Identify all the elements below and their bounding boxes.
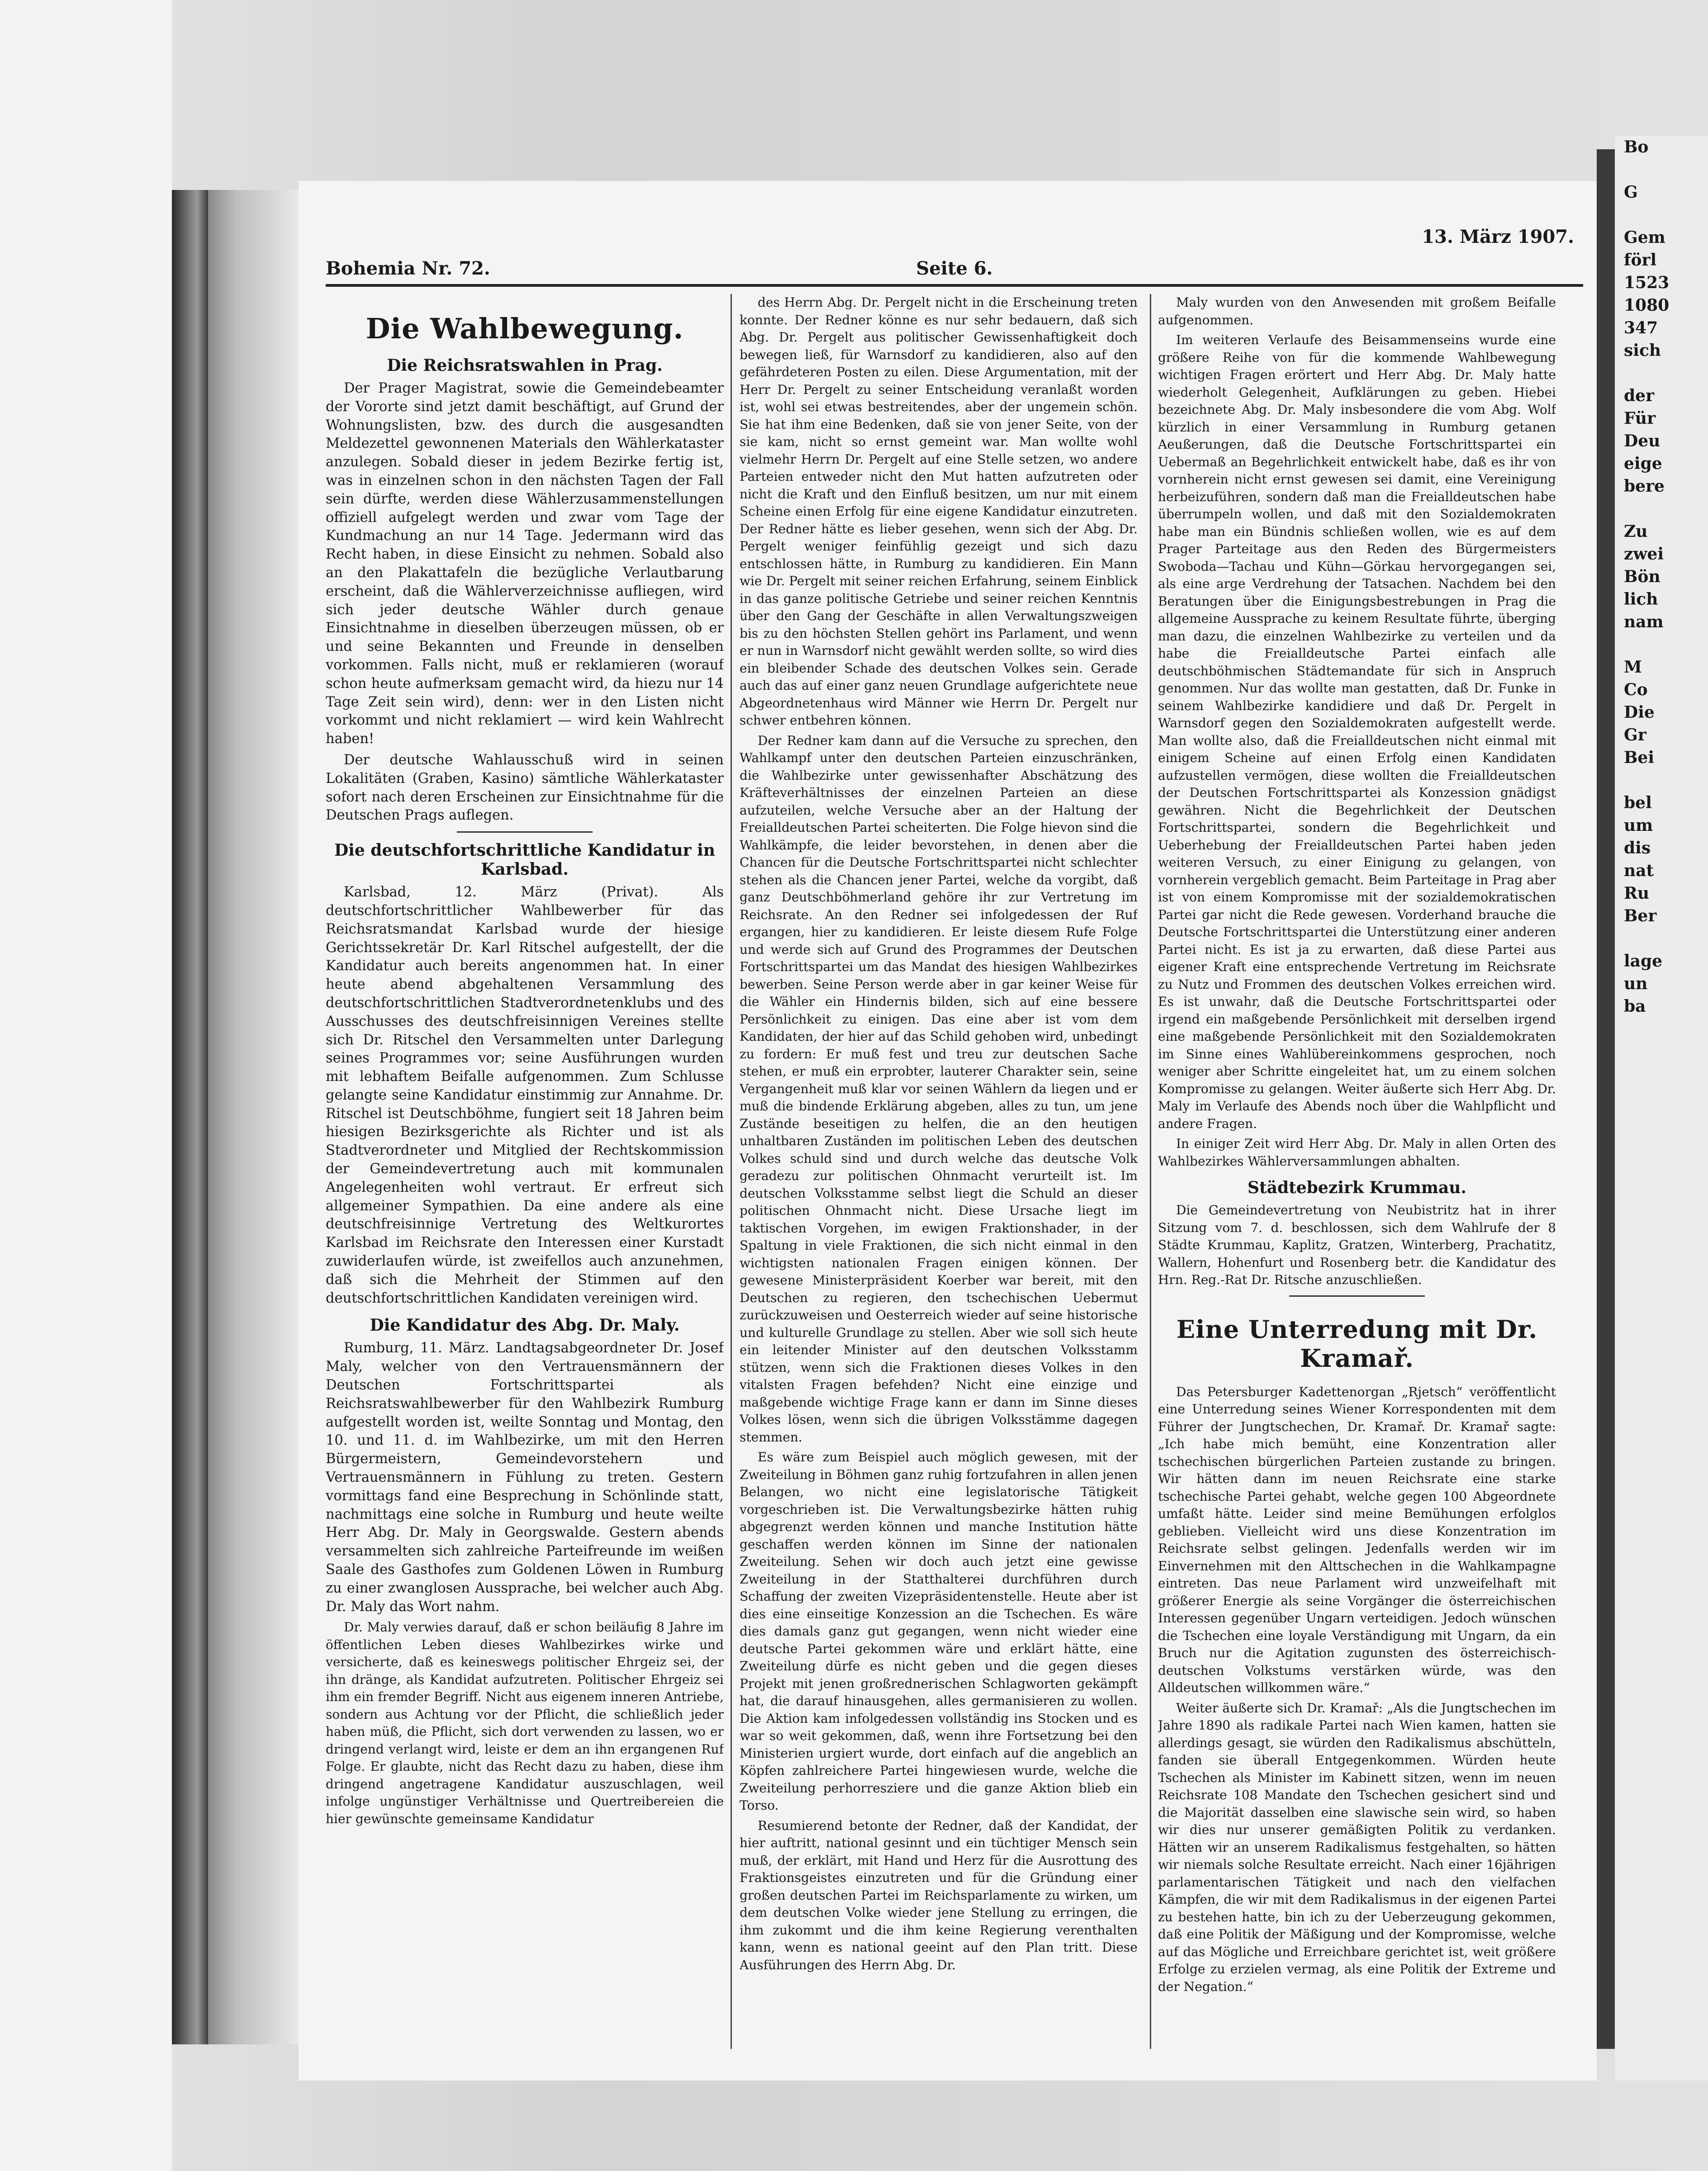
column-3 xyxy=(1158,294,1556,2049)
adjacent-page-line: um xyxy=(1624,816,1653,835)
adjacent-page-line: Co xyxy=(1624,680,1648,699)
paragraph: Dr. Maly verwies darauf, daß er schon beiläufig 8 Jahre im öffentlichen Leben dieses Wahlbezirkes wirke und versicherte, daß es keineswegs politischer Ehrgeiz sei, der ihn dränge, als Kandidat aufzutreten. Politischer Ehrgeiz sei ihm ein fremder Begriff. Nicht aus eigenem inneren Antriebe, sondern aus Achtung vor der Pflicht, die schließlich jeder haben müß, die Pflicht, sich dort verwenden zu lassen, wo er dringend verlangt wird, leiste er dem an ihn ergangenen Ruf Folge. Er glaubte, nicht das Recht dazu zu haben, diese ihm dringend angetragene Kandidatur auszuschlagen, weil infolge ungünstiger Verhältnisse und Quertreibereien die hier gewünschte gemeinsame Kandidatur xyxy=(326,1620,724,1826)
adjacent-page-line: eige xyxy=(1624,454,1662,473)
adjacent-page-line: lich xyxy=(1624,590,1658,609)
adjacent-page-line: zwei xyxy=(1624,545,1664,564)
adjacent-page-line xyxy=(1624,633,1708,656)
adjacent-page-text xyxy=(1615,136,1708,1018)
adjacent-page-fragment xyxy=(1615,136,1708,2081)
paragraph: Resumierend betonte der Redner, daß der Kandidat, der hier auftritt, national gesinnt und ein tüchtiger Mensch sein muß, der erklärt, mit Hand und Herz für die Ausrottung des Fraktionsgeistes einzutreten und für die Gründung einer großen deutschen Partei im Reichsparlamente zu wirken, um dem deutschen Volke wieder jene Stellung zu erringen, die ihm zukommt und die ihm keine Regierung verenthalten kann, wenn es national geeint auf den Plan tritt. Diese Ausführungen des Herrn Abg. Dr. xyxy=(740,1818,1138,1972)
adjacent-page-line xyxy=(1624,204,1708,226)
page-header xyxy=(326,226,1583,280)
paragraph: des Herrn Abg. Dr. Pergelt nicht in die Erscheinung treten konnte. Der Redner könne es nur sehr bedauern, daß sich Abg. Dr. Pergelt aus politischer Gewissenhaftigkeit doch bewegen ließ, für Warnsdorf zu kandidieren, also auf den gefährdeteren Posten zu eilen. Diese Argumentation, mit der Herr Dr. Pergelt zu seiner Entscheidung veranlaßt worden ist, wohl sei etwas bestreitendes, aber der ungemein schön. Sie hat ihm eine Bedenken, daß sie von jener Seite, von der sie kam, nicht so ernst gemeint war. Man wollte wohl vielmehr Herrn Dr. Pergelt auf eine Stelle setzen, wo andere Parteien entweder nicht den Mut hatten aufzutreten oder nicht die Kraft und den Einfluß besitzen, um nur mit einem Scheine einen Erfolg für eine eigene Kandidatur einzutreten. Der Redner hätte es lieber gesehen, wenn sich der Abg. Dr. Pergelt weniger feinfühlig gezeigt und sich dazu entschlossen hätte, in Rumburg zu kandidieren. Ein Mann wie Dr. Pergelt mit seiner reichen Erfahrung, seinem Einblick in das ganze politische Getriebe und seiner reichen Kenntnis über den Gang der Geschäfte in allen Verwaltungszweigen bis zu den höchsten Stellen gehört ins Parlament, und wenn er nun in Warnsdorf nicht gewählt werden sollte, so wird dies ein bleibender Schade des deutschen Volkes sein. Gerade auch das auf einer ganz neuen Grundlage aufgerichtete neue Abgeordnetenhaus wird Männer wie Herrn Dr. Pergelt nur schwer entbehren können. xyxy=(740,295,1138,728)
header-issue: Bohemia Nr. 72. xyxy=(326,258,490,279)
header-rule xyxy=(326,284,1583,287)
adjacent-page-line: 1523 xyxy=(1624,273,1670,292)
adjacent-page-line: nam xyxy=(1624,612,1664,631)
paragraph: Der Prager Magistrat, sowie die Gemeindebeamter der Vororte sind jetzt damit beschäftigt, auf Grund der Wohnungslisten, bzw. des durch die ausgesandten Meldezettel gewonnenen Materials den Wählerkataster anzulegen. Sobald dieser in jedem Bezirke fertig ist, was in einzelnen schon in den nächsten Tagen der Fall sein dürfte, werden diese Wählerzusammenstellungen offiziell aufgelegt werden und zwar vom Tage der Kundmachung an nur 14 Tage. Jedermann wird das Recht haben, in diese Einsicht zu nehmen. Sobald also an den Plakattafeln die bezügliche Verlautbarung erscheint, daß die Wählerverzeichnisse aufliegen, wird sich jeder deutsche Wähler durch genaue Einsichtnahme in dieselben überzeugen müssen, ob er und seine Bekannten und Freunde in denselben vorkommen. Falls nicht, muß er reklamieren (worauf schon heute aufmerksam gemacht wird, da hiezu nur 14 Tage Zeit sein wird), denn: wer in den Listen nicht vorkommt und nicht reklamiert — wird kein Wahlrecht haben! xyxy=(326,380,724,747)
adjacent-page-line: G xyxy=(1624,183,1638,202)
divider xyxy=(1289,1295,1425,1297)
paragraph: Es wäre zum Beispiel auch möglich gewesen, mit der Zweiteilung in Böhmen ganz ruhig fortzufahren in allen jenen Belangen, wo nicht eine legislatorische Tätigkeit vorgeschrieben ist. Die Verwaltungsbezirke hätten ruhig abgegrenzt werden können und manche Institution hätte geschaffen werden können im Sinne der nationalen Zweiteilung. Sehen wir doch auch jetzt eine gewisse Zweiteilung in der Statthalterei durchführen durch Schaffung der zweiten Vizepräsidentenstelle. Heute aber ist dies eine einseitige Konzession an die Tschechen. Es wäre dies damals ganz gut gegangen, wenn nicht wieder eine deutsche Partei gekommen wäre und erklärt hätte, eine Zweiteilung dürfe es nicht geben und die gegen dieses Projekt mit jenen großrednerischen Schlagworten gekämpft hat, die darauf hinausgehen, alles germanisieren zu wollen. Die Aktion kam infolgedessen vollständig ins Stocken und es war so weit gekommen, daß, wenn ihre Fortsetzung bei den Ministerien urgiert wurde, dort einfach auf die angeblich an Köpfen zahlreichere Partei hingewiesen wurde, welche die Zweiteilung perhorresziere und die ganze Aktion blieb ein Torso. xyxy=(740,1450,1138,1813)
adjacent-page-line: Gem xyxy=(1624,228,1665,247)
adjacent-page-line xyxy=(1624,927,1708,950)
adjacent-page-line: 347 xyxy=(1624,318,1658,337)
adjacent-page-line: der xyxy=(1624,386,1655,405)
adjacent-page-line: sich xyxy=(1624,341,1661,360)
adjacent-page-line: Die xyxy=(1624,703,1655,722)
book-binding xyxy=(172,190,208,2044)
paragraph: Das Petersburger Kadettenorgan „Rjetsch“ veröffentlicht eine Unterredung seines Wiener Korrespondenten mit dem Führer der Jungtschechen, Dr. Kramař. Dr. Kramař sagte: „Ich habe mich bemüht, eine Konzentration aller tschechischen bürgerlichen Parteien zustande zu bringen. Wir hätten dann im neuen Reichsrate eine starke tschechische Partei gehabt, welche gegen 100 Abgeordnete umfaßt hätte. Leider sind meine Bemühungen erfolglos geblieben. Vielleicht wird uns diese Konzentration im Reichsrate selbst gelingen. Jedenfalls werden wir im Einvernehmen mit den Alttschechen in die Wahlkampagne eintreten. Das neue Parlament wird unzweifelhaft mit größerer Energie als seine Vorgänger die österreichischen Interessen gegenüber Ungarn verteidigen. Jedoch wünschen die Tschechen eine loyale Verständigung mit Ungarn, da ein Bruch nur die Agitation zugunsten des österreichisch-deutschen Volkstums verstärken würde, was den Alldeutschen willkommen wäre.“ xyxy=(1158,1384,1556,1695)
header-page-number: Seite 6. xyxy=(916,258,993,279)
paragraph: Karlsbad, 12. März (Privat). Als deutschfortschrittlicher Wahlbewerber für das Reichsratsmandat Karlsbad wurde der hiesige Gerichtssekretär Dr. Karl Ritschel aufgestellt, der die Kandidatur auch bereits angenommen hat. In einer heute abend abgehaltenen Versammlung des deutschfortschrittlichen Stadtverordnetenklubs und des Ausschusses des deutschfreisinnigen Vereines stellte sich Dr. Ritschel den Versammelten unter Darlegung seines Programmes vor; seine Ausführungen wurden mit lebhaftem Beifalle aufgenommen. Zum Schlusse gelangte seine Kandidatur einstimmig zur Annahme. Dr. Ritschel ist Deutschböhme, fungiert seit 18 Jahren beim hiesigen Bezirksgerichte als Richter und ist als Stadtverordneter und Mitglied der Rechtskommission der Gemeindevertretung auch mit kommunalen Angelegenheiten wohl vertraut. Er erfreut sich allgemeiner Sympathien. Da eine andere als eine deutschfreisinnige Vertretung des Weltkurortes Karlsbad im Reichsrate den Interessen einer Kurstadt zuwiderlaufen würde, ist zweifellos auch anzunehmen, daß sich die Mehrheit der Stimmen auf den deutschfortschrittlichen Kandidaten vereinigen wird. xyxy=(326,884,724,1306)
paragraph: Die Gemeindevertretung von Neubistritz hat in ihrer Sitzung vom 7. d. beschlossen, sich dem Wahlrufe der 8 Städte Krummau, Kaplitz, Gratzen, Winterberg, Prachatitz, Wallern, Hohenfurt und Rosenberg betr. die Kandidatur des Hrn. Reg.-Rat Dr. Ritsche anzuschließen. xyxy=(1158,1203,1556,1287)
adjacent-page-line: Zu xyxy=(1624,522,1648,541)
adjacent-page-line: ba xyxy=(1624,997,1646,1016)
spine-shadow xyxy=(208,190,299,2044)
adjacent-page-line: Ru xyxy=(1624,884,1650,903)
column-1 xyxy=(326,294,724,2049)
adjacent-page-line: un xyxy=(1624,974,1648,993)
adjacent-page-line xyxy=(1624,498,1708,520)
paragraph: Rumburg, 11. März. Landtagsabgeordneter Dr. Josef Maly, welcher von den Vertrauensmännern der Deutschen Fortschrittspartei als Reichsratswahlbewerber für den Wahlbezirk Rumburg aufgestellt worden ist, weilte Sonntag und Montag, den 10. und 11. d. im Wahlbezirke, um mit den Herren Bürgermeistern, Gemeindevorstehern und Vertrauensmännern in Fühlung zu treten. Gestern vormittags fand eine Besprechung in Schönlinde statt, nachmittags eine solche in Rumburg und heute weilte Herr Abg. Dr. Maly in Georgswalde. Gestern abends versammelten sich zahlreiche Parteifreunde im weißen Saale des Gasthofes zum Goldenen Löwen in Rumburg zu einer zwanglosen Aussprache, bei welcher auch Abg. Dr. Maly das Wort nahm. xyxy=(326,1340,724,1615)
adjacent-page-line: Bei xyxy=(1624,748,1655,767)
paragraph: Weiter äußerte sich Dr. Kramař: „Als die Jungtschechen im Jahre 1890 als radikale Partei nach Wien kamen, hatten sie allerdings gesagt, sie würden den Radikalismus abschütteln, fanden sie überall Entgegenkommen. Würden heute Tschechen als Minister im Kabinett sitzen, wenn im neuen Reichsrate 108 Mandate den Tschechen gesichert sind und die Majorität dasselben eine slawische sein wird, so haben wir dies nur unserer gemäßigten Politik zu verdanken. Hätten wir an unserem Radikalismus festgehalten, so hätten wir niemals solche Resultate erreicht. Nach einer 16jährigen parlamentarischen Tätigkeit und nach den vielfachen Kämpfen, die wir mit dem Radikalismus in der eigenen Partei zu bestehen hatte, bin ich zu der Ueberzeugung gekommen, daß eine Politik der Mäßigung und der Kompromisse, welche auf das Mögliche und Erreichbare gerichtet ist, weit größere Erfolge zu erzielen vermag, als eine Politik der Extreme und der Negation.“ xyxy=(1158,1700,1556,1994)
adjacent-page-line: bel xyxy=(1624,793,1652,812)
adjacent-page-line xyxy=(1624,362,1708,384)
adjacent-page-line: Für xyxy=(1624,409,1656,428)
adjacent-page-line: Bo xyxy=(1624,137,1649,156)
adjacent-page-line: 1080 xyxy=(1624,296,1670,315)
column-separator xyxy=(1150,294,1151,2049)
adjacent-page-line xyxy=(1624,158,1708,181)
adjacent-page-line: Bön xyxy=(1624,567,1661,586)
paragraph: In einiger Zeit wird Herr Abg. Dr. Maly in allen Orten des Wahlbezirkes Wählerversammlungen abhalten. xyxy=(1158,1136,1556,1169)
header-date: 13. März 1907. xyxy=(1422,226,1574,247)
article-title: Die deutschfortschrittliche Kandidatur in Karlsbad. xyxy=(334,841,716,879)
page-edge xyxy=(1597,149,1615,2049)
paragraph: Der deutsche Wahlausschuß wird in seinen Lokalitäten (Graben, Kasino) sämtliche Wählerkataster sofort nach deren Erscheinen zur Einsichtnahme für die Deutschen Prags auflegen. xyxy=(326,752,724,824)
adjacent-page-line: nat xyxy=(1624,861,1654,880)
adjacent-page-line: bere xyxy=(1624,477,1665,496)
article-title: Die Reichsratswahlen in Prag. xyxy=(387,356,663,375)
newspaper-page xyxy=(299,181,1597,2081)
column-2 xyxy=(740,294,1138,2049)
adjacent-page-line: lage xyxy=(1624,952,1663,971)
paragraph: Im weiteren Verlaufe des Beisammenseins wurde eine größere Reihe von für die kommende Wahlbewegung wichtigen Fragen erörtert und Herr Abg. Dr. Maly hatte wiederholt Gelegenheit, Aufklärungen zu geben. Hiebei bezeichnete Abg. Dr. Maly insbesondere die vom Abg. Wolf kürzlich in einer Versammlung in Rumburg getanen Aeußerungen, daß die Deutsche Fortschrittspartei ein Uebermaß an Begehrlichkeit entwickelt habe, daß es ihr von vornherein nicht ernst gewesen sei damit, eine Vereinigung herbeizuführen, sondern daß man die Freialldeutschen habe überrumpeln wollen, und daß mit den Sozialdemokraten habe man ein Bündnis schließen wollen, wie es auf dem Prager Parteitage aus den Reden des Bürgermeisters Swoboda—Tachau und Kühn—Görkau hervorgegangen sei, als eine arge Verdrehung der Tatsachen. Nachdem bei den Beratungen über die Einigungsbestrebungen in Prag die allgemeine Aussprache zu keinem Resultate führte, überging man dazu, die einzelnen Wahlbezirke zu verteilen und da habe die Freialldeutsche Partei einfach alle deutschböhmischen Städtemandate für sich in Anspruch genommen. Nur das wollte man gestatten, daß Dr. Funke in seinem Wahlbezirke kandidiere und daß Dr. Pergelt in Warnsdorf gegen den Sozialdemokraten aufgestellt werde. Man wollte also, daß die Freialldeutschen nicht einmal mit einigem Scheine auf einen Erfolg einen Kandidaten aufzustellen vermögen, diese wollten die Freialldeutschen der Deutschen Fortschrittspartei als Konzession gnädigst gewähren. Nicht die Begehrlichkeit der Deutschen Fortschrittspartei, sondern die Begehrlichkeit und Ueberhebung der Freialldeutschen Partei haben jeden weiteren Versuch, zu einer Einigung zu gelangen, von vornherein vergeblich gemacht. Beim Parteitage in Prag aber ist von einem Kompromisse mit der sozialdemokratischen Partei gar nicht die Rede gewesen. Vorderhand brauche die Deutsche Fortschrittspartei die Unterstützung einer anderen Partei nicht. Es ist ja zu erwarten, daß diese Partei aus eigener Kraft eine entsprechende Vertretung im Reichsrate zu Nutz und Frommen des deutschen Volkes erreichen wird. Es ist unwahr, daß die Deutsche Fortschrittspartei oder irgend ein maßgebende Persönlichkeit mit derselben irgend eine maßgebende Persönlichkeit mit den Sozialdemokraten im Sinne eines Wahlübereinkommens gesprochen, noch weniger aber Schritte eingeleitet hat, um zu einem solchen Kompromisse zu gelangen. Weiter äußerte sich Herr Abg. Dr. Maly im Verlaufe des Abends noch über die Wahlpflicht und andere Fragen. xyxy=(1158,332,1556,1131)
margin-left xyxy=(0,0,172,2171)
article-title: Städtebezirk Krummau. xyxy=(1248,1178,1466,1197)
section-title: Eine Unterredung mit Dr. Kramař. xyxy=(1176,1314,1538,1373)
adjacent-page-line: dis xyxy=(1624,839,1651,858)
adjacent-page-line: förl xyxy=(1624,251,1657,270)
paragraph: Der Redner kam dann auf die Versuche zu sprechen, den Wahlkampf unter den deutschen Parteien einzuschränken, die Wahlbezirke unter gewissenhafter Abschätzung des Kräfteverhältnisses der einzelnen Parteien an diese aufzuteilen, welche Versuche aber an der Haltung der Freialldeutschen Partei scheiterten. Die Folge hievon sind die Wahlkämpfe, die leider bevorstehen, in denen aber die Chancen für die Deutsche Fortschrittspartei nicht schlechter stehen als die Chancen jener Partei, welche da vorgibt, daß ganz Deutschböhmerland gehöre ihr zur Vertretung im Reichsrate. An den Redner sei infolgedessen der Ruf ergangen, hier zu kandidieren. Er leiste diesem Rufe Folge und werde sich auf Grund des Programmes der Deutschen Fortschrittspartei um das Mandat des hiesigen Wahlbezirkes bewerben. Seine Person werde aber in gar keiner Weise für die Wähler ein Hindernis bilden, sich auf eine bessere Persönlichkeit zu einigen. Das eine aber ist vom dem Kandidaten, der hier auf das Schild gehoben wird, unbedingt zu fordern: Er muß fest und treu zur deutschen Sache stehen, er muß ein erprobter, lauterer Charakter sein, seine Vergangenheit muß klar vor seinen Wählern da liegen und er muß die bindende Erklärung abgeben, alles zu tun, um jene Zustände beseitigen zu helfen, die an den heutigen unhaltbaren Zuständen im politischen Leben des deutschen Volkes schuld sind und durch welche das deutsche Volk geradezu zur politischen Ohnmacht verurteilt ist. Im deutschen Volksstamme selbst liegt die Schuld an dieser politischen Ohnmacht nicht. Diese Ursache liegt im taktischen Vorgehen, im ewigen Fraktionshader, in der Spaltung in viele Fraktionen, die sich nicht einmal in den wichtigsten nationalen Fragen einigen können. Der gewesene Ministerpräsident Koerber war bereit, mit den Deutschen zu regieren, den tschechischen Uebermut zurückzuweisen und Oesterreich wieder auf seine historische und kulturelle Grundlage zu stellen. Aber wie soll sich heute ein leitender Minister auf den deutschen Volksstamm stützen, wenn sich die Fraktionen dieses Volkes in den vitalsten Fragen befehden? Nicht eine einzige und maßgebende wichtige Frage kann er dann im Sinne dieses Volkes lösen, wenn sich die übrigen Volksstämme dagegen stemmen. xyxy=(740,733,1138,1445)
adjacent-page-line: Gr xyxy=(1624,725,1646,744)
adjacent-page-line: Deu xyxy=(1624,431,1661,450)
adjacent-page-line xyxy=(1624,769,1708,792)
section-title: Die Wahlbewegung. xyxy=(365,312,684,345)
divider xyxy=(457,831,593,833)
article-title: Die Kandidatur des Abg. Dr. Maly. xyxy=(370,1316,680,1335)
adjacent-page-line: Ber xyxy=(1624,906,1657,925)
adjacent-page-line: M xyxy=(1624,658,1642,677)
paragraph: Maly wurden von den Anwesenden mit großem Beifalle aufgenommen. xyxy=(1158,295,1556,327)
column-separator xyxy=(731,294,732,2049)
